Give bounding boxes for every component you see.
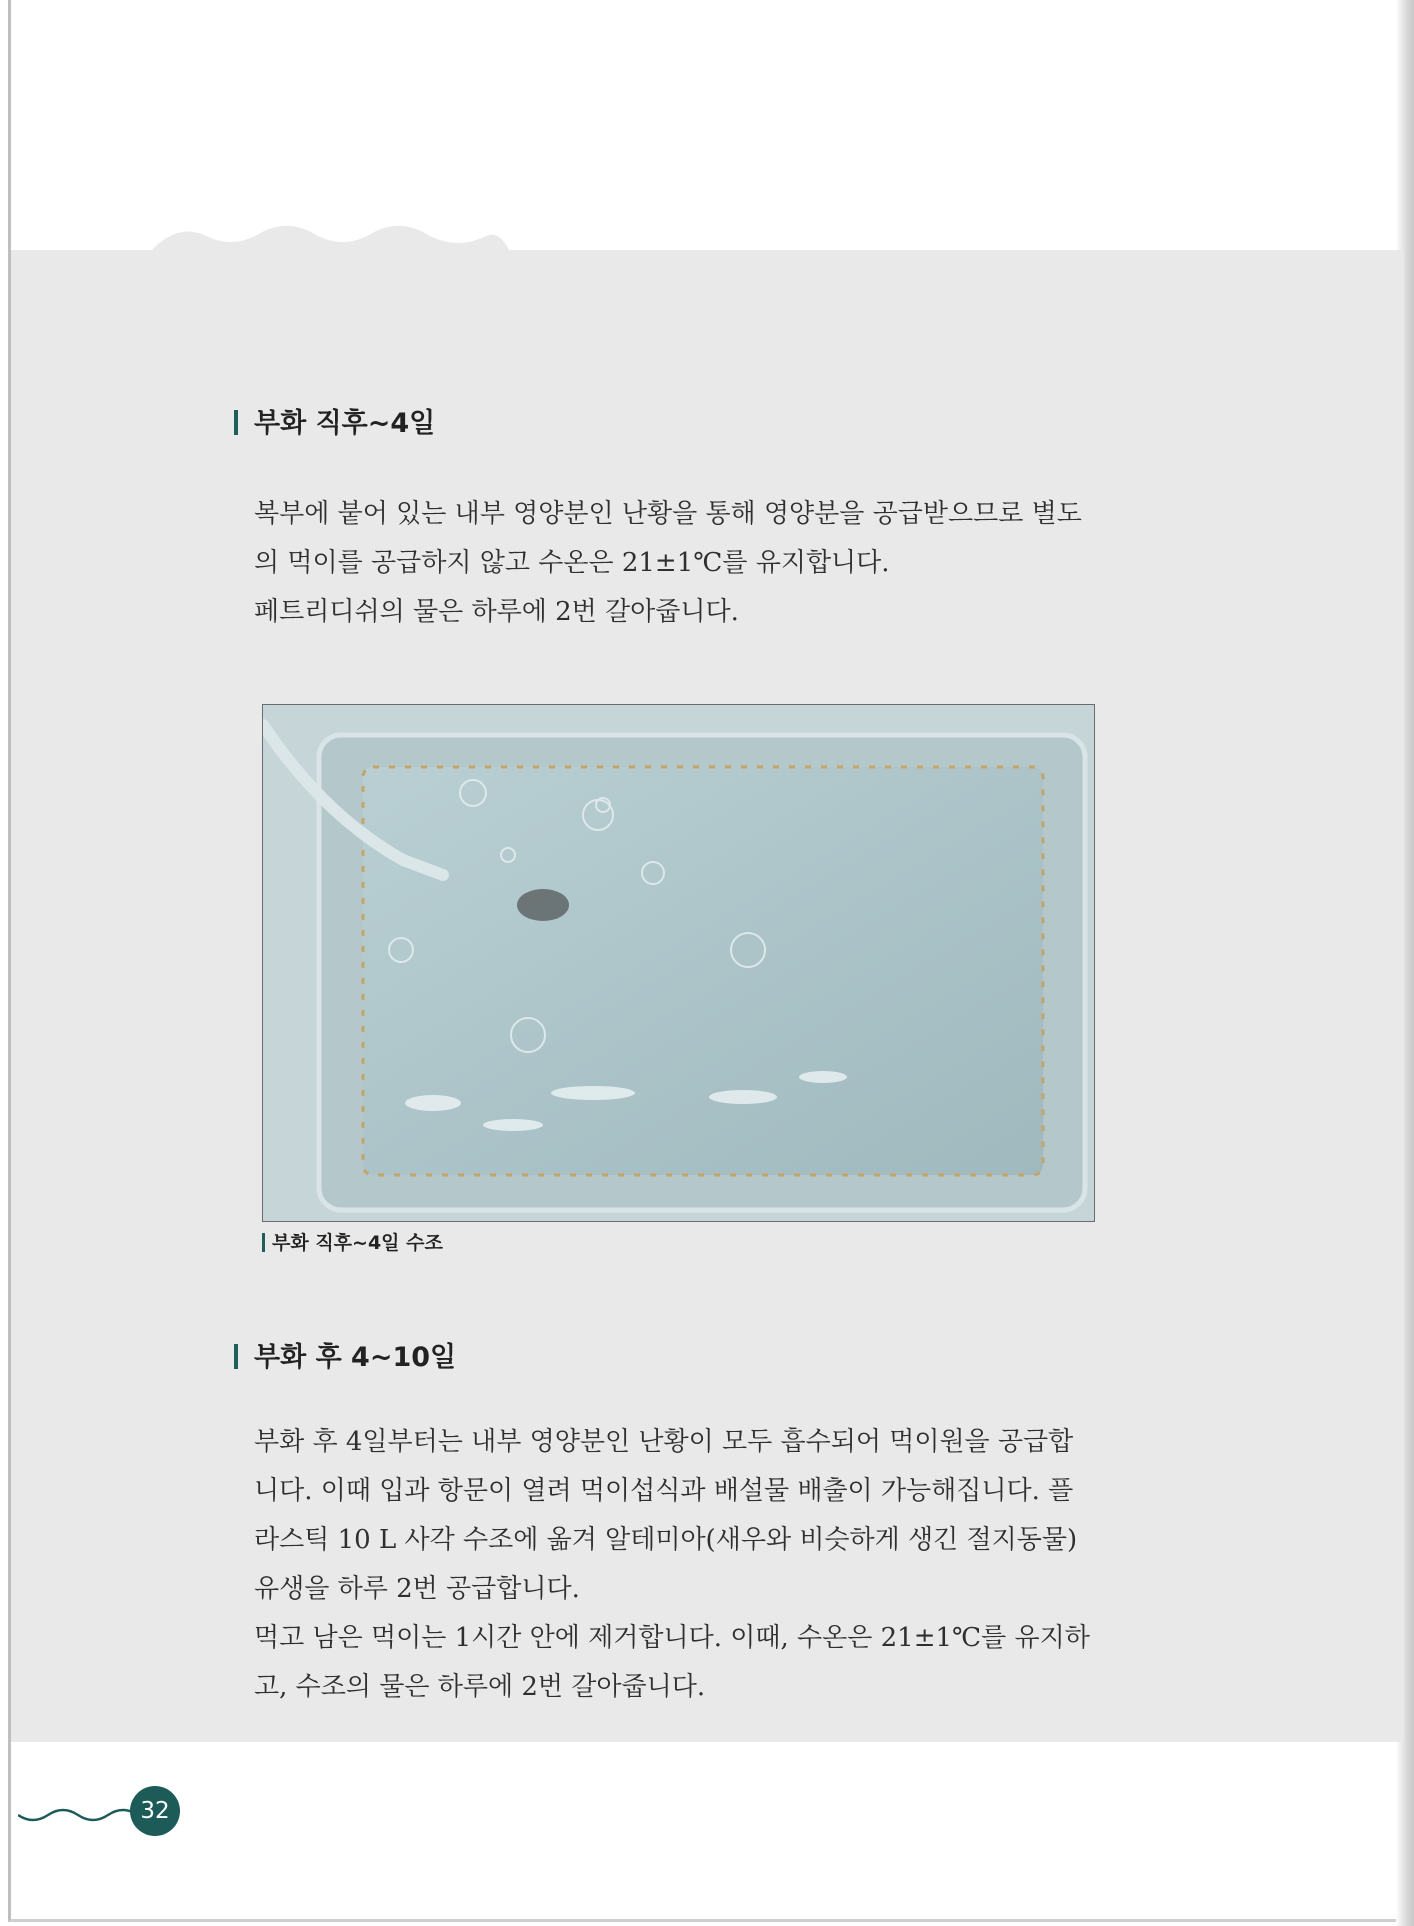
page-number-badge: 32 xyxy=(130,1786,180,1836)
caption-text: 부화 직후~4일 수조 xyxy=(272,1232,443,1254)
tank-illustration xyxy=(263,705,1095,1222)
paragraph: 페트리디쉬의 물은 하루에 2번 갈아줍니다. xyxy=(254,597,739,627)
wave-decoration-top xyxy=(150,222,510,254)
section-1-body xyxy=(254,490,1090,637)
heading-text: 부화 후 4~10일 xyxy=(254,1342,457,1373)
wave-decoration-bottom xyxy=(18,1800,138,1830)
section-heading-2 xyxy=(234,1335,456,1374)
section-2-body xyxy=(254,1418,1090,1712)
caption-marker xyxy=(262,1233,265,1252)
paragraph: 복부에 붙어 있는 내부 영양분인 난황을 통해 영양분을 공급받으므로 별도의 먹이를 공급하지 않고 수온은 21±1℃를 유지합니다. xyxy=(254,499,1082,578)
heading-marker xyxy=(234,410,238,435)
photo-caption xyxy=(262,1228,443,1255)
heading-text: 부화 직후~4일 xyxy=(254,408,436,439)
paragraph: 부화 후 4일부터는 내부 영양분인 난황이 모두 흡수되어 먹이원을 공급합니다. 이때 입과 항문이 열려 먹이섭식과 배설물 배출이 가능해집니다. 플라스틱 10 L 사각 수조에 옮겨 알테미아(새우와 비슷하게 생긴 절지동물) 유생을 하루 2번 공급합니다. xyxy=(254,1427,1078,1604)
heading-marker xyxy=(234,1344,238,1369)
paragraph: 먹고 남은 먹이는 1시간 안에 제거합니다. 이때, 수온은 21±1℃를 유지하고, 수조의 물은 하루에 2번 갈아줍니다. xyxy=(254,1623,1090,1702)
section-heading-1 xyxy=(234,401,435,440)
tank-photo xyxy=(262,704,1095,1222)
